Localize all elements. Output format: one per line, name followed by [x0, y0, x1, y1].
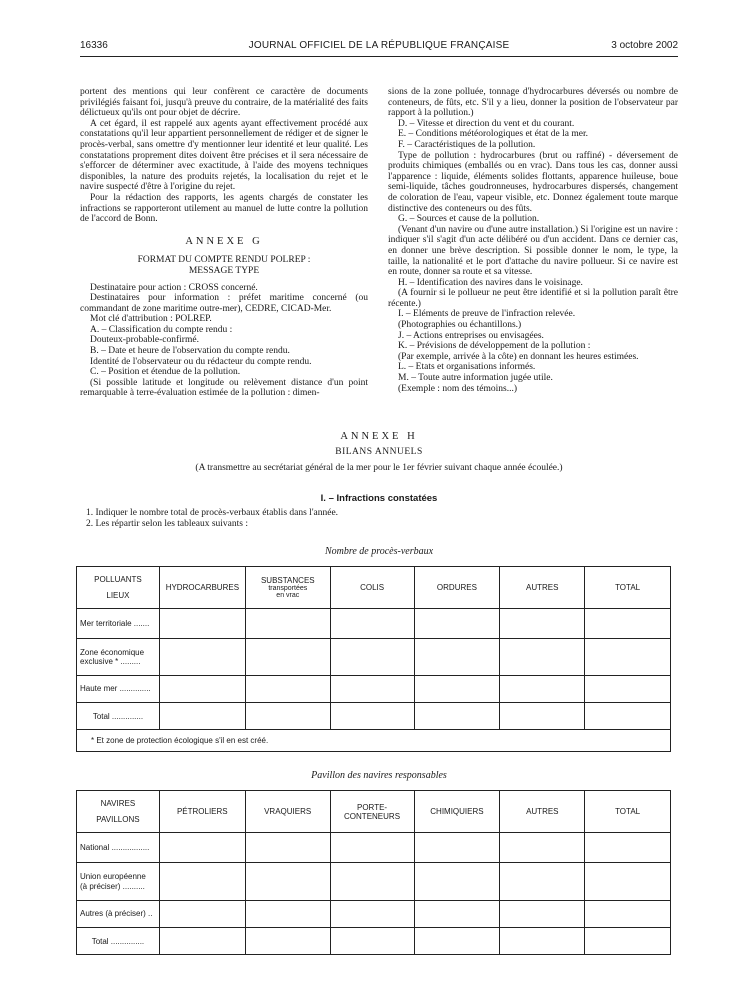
table-cell — [500, 928, 585, 955]
table-cell — [414, 639, 500, 676]
table-cell — [159, 639, 245, 676]
message-line: Destinataires pour information : préfet maritime concerné (ou commandant de zone maritime outre-mer), CEDRE, CICAD-Mer. — [80, 293, 368, 314]
flag-table — [76, 790, 671, 955]
instruction-item: 2. Les répartir selon les tableaux suivants : — [86, 519, 248, 529]
table-cell — [245, 639, 330, 676]
corner-top-label: NAVIRES — [100, 799, 136, 808]
message-line: E. – Conditions météorologiques et état de la mer. — [398, 129, 588, 140]
table-cell — [500, 863, 585, 901]
table-cell — [159, 609, 245, 639]
row-label-line: exclusive * ......... — [80, 657, 141, 666]
table-cell — [330, 703, 414, 730]
table-cell — [414, 863, 500, 901]
table-cell — [414, 928, 500, 955]
corner-bottom-label: LIEUX — [106, 591, 130, 600]
message-line: C. – Position et étendue de la pollution. — [90, 367, 241, 378]
column-header: AUTRES — [500, 791, 585, 833]
table-cell — [585, 676, 671, 703]
table-cell — [159, 833, 245, 863]
message-line: G. – Sources et cause de la pollution. — [398, 214, 540, 225]
message-line: (Photographies ou échantillons.) — [398, 320, 522, 331]
table-cell — [245, 901, 330, 928]
table-cell — [330, 901, 414, 928]
table-cell — [414, 833, 500, 863]
table-row — [77, 609, 671, 639]
table-header-row — [77, 567, 671, 609]
column-header: ORDURES — [414, 567, 500, 609]
publication-date: 3 octobre 2002 — [611, 40, 678, 51]
corner-bottom-label: PAVILLONS — [96, 815, 140, 824]
intro-paragraph: portent des mentions qui leur confèrent ce caractère de documents privilégiés faisant foi, jusqu'à preuve du contraire, de la matérialité des faits délictueux qu'ils ont pour objet de décrire. — [80, 87, 368, 119]
header-rule — [80, 56, 678, 57]
message-line: D. – Vitesse et direction du vent et du courant. — [398, 118, 575, 129]
message-line: (Venant d'un navire ou d'une autre installation.) Si l'origine est un navire : indiquer s'il s'agit d'un acte délibéré ou d'un accident. Dans ce dernier cas, en donner une brève description. Si possible donner le nom, le type, la taille, la nationalité et le port d'attache du navire pollueur. Si ce navire est en route, donner sa route et sa vitesse. — [388, 224, 678, 278]
column-header: HYDROCARBURES — [159, 567, 245, 609]
page-number: 16336 — [80, 40, 108, 51]
table-cell — [585, 639, 671, 676]
message-line: Destinataire pour action : CROSS concerné. — [90, 282, 258, 293]
format-subtitle: MESSAGE TYPE — [188, 265, 260, 276]
table-row — [77, 833, 671, 863]
message-line: Identité de l'observateur ou du rédacteur du compte rendu. — [90, 356, 312, 367]
section-title: I. – Infractions constatées — [320, 493, 438, 504]
table-cell — [159, 928, 245, 955]
instructions — [86, 508, 338, 530]
table-row — [77, 639, 671, 676]
row-label: Autres (à préciser) .. — [77, 901, 160, 928]
message-line: K. – Prévisions de développement de la pollution : — [398, 341, 591, 352]
table-cell — [245, 703, 330, 730]
table-cell — [585, 833, 671, 863]
table-cell — [159, 676, 245, 703]
message-line: F. – Caractéristiques de la pollution. — [398, 139, 536, 150]
table-row — [77, 901, 671, 928]
table-cell — [159, 703, 245, 730]
column-header: TOTAL — [585, 791, 671, 833]
table-cell — [500, 609, 585, 639]
message-line: A. – Classification du compte rendu : — [90, 324, 233, 335]
row-label — [77, 863, 160, 901]
column-header-line: en vrac — [276, 592, 300, 599]
table1-caption: Nombre de procès-verbaux — [324, 546, 434, 557]
journal-title: JOURNAL OFFICIEL DE LA RÉPUBLIQUE FRANÇAISE — [248, 40, 510, 51]
column-header: COLIS — [330, 567, 414, 609]
pollution-table — [76, 566, 671, 752]
table-cell — [330, 863, 414, 901]
table2-caption: Pavillon des navires responsables — [311, 770, 447, 781]
table-cell — [500, 901, 585, 928]
row-label: Total .............. — [77, 703, 160, 730]
row-label — [77, 639, 160, 676]
table-cell — [330, 676, 414, 703]
message-line: (Par exemple, arrivée à la côte) en donnant les heures estimées. — [398, 351, 639, 362]
message-line: (Si possible latitude et longitude ou relèvement distance d'un point remarquable à terre-évaluation estimée de la pollution : dimen- — [80, 377, 368, 399]
page-header — [80, 40, 678, 54]
annex-h-title: ANNEXE H — [340, 431, 418, 442]
table-row — [77, 928, 671, 955]
format-title: FORMAT DU COMPTE RENDU POLREP : — [137, 255, 311, 266]
table-row — [77, 703, 671, 730]
row-label: Total ............... — [77, 928, 160, 955]
table-cell — [414, 609, 500, 639]
column-header: CHIMIQUIERS — [414, 791, 500, 833]
message-line: (Exemple : nom des témoins...) — [398, 383, 517, 394]
table-cell — [159, 863, 245, 901]
intro-paragraph: Pour la rédaction des rapports, les agents chargés de constater les infractions se rapporteront utilement au manuel de lutte contre la pollution de l'accord de Bonn. — [80, 192, 368, 225]
message-line: Mot clé d'attribution : POLREP. — [90, 314, 212, 325]
column-header: AUTRES — [500, 567, 585, 609]
table-cell — [500, 703, 585, 730]
table-footnote: * Et zone de protection écologique s'il en est créé. — [77, 730, 671, 752]
column-header-line: transportées — [268, 584, 308, 592]
table-header-row — [77, 791, 671, 833]
annex-h-subtitle: BILANS ANNUELS — [335, 447, 423, 457]
table-cell — [585, 609, 671, 639]
instruction-item: 1. Indiquer le nombre total de procès-verbaux établis dans l'année. — [86, 508, 339, 518]
column-header-line: SUBSTANCES — [260, 575, 315, 585]
table-cell — [245, 609, 330, 639]
table-cell — [330, 609, 414, 639]
message-line: M. – Toute autre information jugée utile. — [398, 373, 553, 384]
annex-g-title: ANNEXE G — [185, 235, 263, 247]
table-cell — [500, 676, 585, 703]
right-column — [388, 87, 678, 394]
column-header: PÉTROLIERS — [159, 791, 245, 833]
table-cell — [585, 901, 671, 928]
message-line: (A fournir si le pollueur ne peut être identifié et si la pollution paraît être récente.) — [388, 288, 678, 309]
table-cell — [500, 639, 585, 676]
table-cell — [330, 639, 414, 676]
table-cell — [414, 676, 500, 703]
table-cell — [585, 928, 671, 955]
row-label: Haute mer .............. — [77, 676, 160, 703]
message-line: B. – Date et heure de l'observation du compte rendu. — [90, 346, 290, 357]
left-column — [80, 87, 368, 399]
row-label: National ................. — [77, 833, 160, 863]
row-label-line: (à préciser) .......... — [80, 881, 145, 891]
corner-top-label: POLLUANTS — [94, 575, 142, 584]
message-line: H. – Identification des navires dans le voisinage. — [398, 277, 583, 288]
table-cell — [245, 863, 330, 901]
message-line: sions de la zone polluée, tonnage d'hydrocarbures déversés ou nombre de conteneurs, de fûts, etc. S'il y a lieu, donner la position de l'observateur par rapport à la pollution.) — [388, 87, 678, 119]
table-footnote-row — [77, 730, 671, 752]
column-header — [330, 791, 414, 833]
column-header: TOTAL — [585, 567, 671, 609]
table-cell — [414, 901, 500, 928]
column-header: VRAQUIERS — [245, 791, 330, 833]
table-cell — [245, 833, 330, 863]
corner-cell — [77, 791, 160, 833]
table-cell — [245, 676, 330, 703]
table-cell — [330, 928, 414, 955]
table-cell — [500, 833, 585, 863]
table-cell — [245, 928, 330, 955]
row-label-line: Union européenne — [80, 872, 146, 881]
column-header — [245, 567, 330, 609]
transmit-note: (A transmettre au secrétariat général de la mer pour le 1er février suivant chaque année écoulée.) — [195, 463, 563, 473]
message-line: Douteux-probable-confirmé. — [90, 335, 199, 346]
table-cell — [414, 703, 500, 730]
corner-cell — [77, 567, 160, 609]
row-label-line: Zone économique — [80, 647, 145, 657]
column-header-line: CONTENEURS — [344, 811, 401, 821]
message-line: Type de pollution : hydrocarbures (brut ou raffiné) - déversement de produits chimiques (emballés ou en vrac). Dans tous les cas, donner aussi l'apparence : liquide, éléments solides flottants, apparence huileuse, boue semi-liquide, tâches goudronneuses, hydrocarbures dispersés, changement de coloration de l'eau, vapeur visible, etc. Donnez également toute marque distinctive des conteneurs ou des fûts. — [388, 150, 678, 214]
message-line: L. – Etats et organisations informés. — [398, 362, 536, 373]
table-cell — [585, 703, 671, 730]
table-cell — [159, 901, 245, 928]
row-label: Mer territoriale ....... — [77, 609, 160, 639]
table-cell — [585, 863, 671, 901]
table-row — [77, 863, 671, 901]
table-cell — [330, 833, 414, 863]
message-line: I. – Eléments de preuve de l'infraction relevée. — [398, 309, 576, 320]
message-line: J. – Actions entreprises ou envisagées. — [398, 330, 544, 341]
table-row — [77, 676, 671, 703]
intro-paragraph: A cet égard, il est rappelé aux agents ayant effectivement procédé aux constatations qu'il leur appartient personnellement de rédiger et de signer le procès-verbal, sans omettre d'y mentionner leur identité et leur qualité. Les constatations proprement dites doivent être précises et il sera nécessaire de s'efforcer de déterminer avec exactitude, à l'aide des moyens techniques disponibles, la nature des produits rejetés, la localisation du rejet et le navire suspecté d'être à l'origine du rejet. — [80, 118, 368, 193]
column-header-line: PORTE- — [357, 802, 388, 812]
